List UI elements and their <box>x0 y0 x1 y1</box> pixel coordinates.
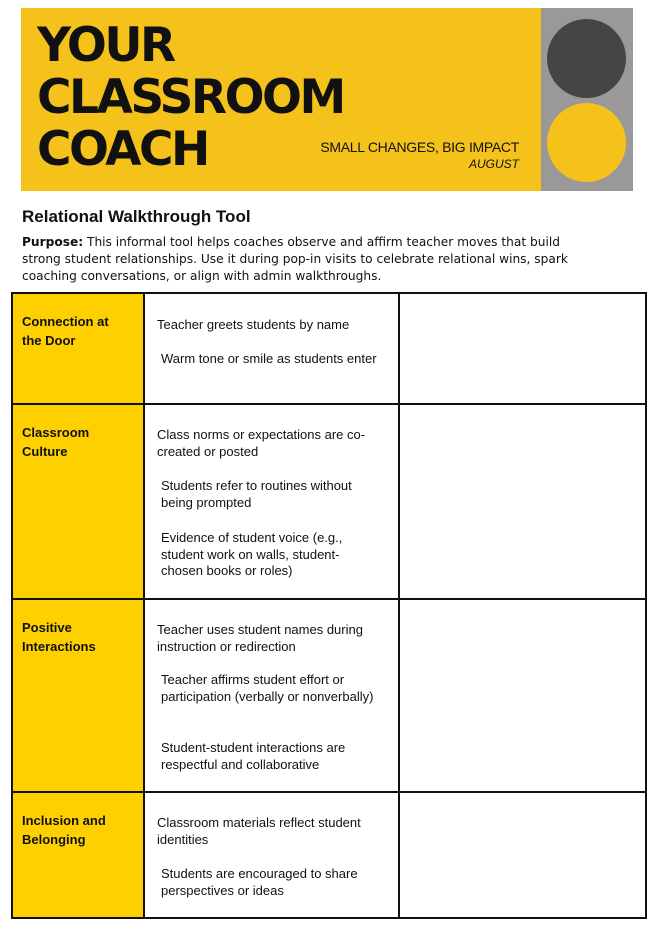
category-cell-culture: Classroom Culture <box>13 405 143 598</box>
indicator-materials-identities: Classroom materials reflect student identities <box>157 815 361 847</box>
table-row-culture <box>13 405 645 598</box>
dark-circle-icon <box>547 19 626 98</box>
banner-title-line2: CLASSROOM <box>37 70 344 125</box>
indicator-share-perspectives: Students are encouraged to share perspectives or ideas <box>161 866 358 898</box>
banner-side-panel <box>541 8 633 191</box>
indicator-routines: Students refer to routines without being prompted <box>161 478 352 510</box>
walkthrough-table <box>11 292 647 919</box>
banner-title-line1: YOUR <box>37 18 174 73</box>
category-cell-interactions: Positive Interactions <box>13 600 143 791</box>
header-banner <box>21 8 541 191</box>
indicator-class-norms: Class norms or expectations are co-created or posted <box>157 427 366 459</box>
column-divider-2 <box>398 294 400 917</box>
banner-title <box>37 20 344 176</box>
indicator-respectful-interactions: Student-student interactions are respectful and collaborative <box>161 740 346 772</box>
table-row-interactions <box>13 600 645 791</box>
indicator-warm-tone: Warm tone or smile as students enter <box>161 351 377 366</box>
banner-tagline: SMALL CHANGES, BIG IMPACT <box>320 139 519 155</box>
category-cell-connection: Connection at the Door <box>13 294 143 403</box>
indicator-student-voice: Evidence of student voice (e.g., student work on walls, student-chosen books or roles) <box>161 530 343 578</box>
yellow-circle-icon <box>547 103 626 182</box>
column-divider-1 <box>143 294 145 917</box>
indicator-greets-by-name: Teacher greets students by name <box>157 317 350 332</box>
indicator-student-names: Teacher uses student names during instruction or redirection <box>157 622 363 654</box>
category-cell-inclusion: Inclusion and Belonging <box>13 793 143 917</box>
banner-month: AUGUST <box>468 157 519 171</box>
document-title: Relational Walkthrough Tool <box>22 207 251 226</box>
banner-title-line3: COACH <box>37 122 208 177</box>
purpose-text: This informal tool helps coaches observe and affirm teacher moves that build strong student relationships. Use it during pop-in visits to celebrate relational wins, spark coaching conversations, or align with admin walkthroughs. <box>22 235 568 283</box>
table-row-connection <box>13 294 645 403</box>
table-row-inclusion <box>13 793 645 917</box>
indicator-affirms-effort: Teacher affirms student effort or participation (verbally or nonverbally) <box>161 672 374 704</box>
purpose-label: Purpose: <box>22 235 84 249</box>
purpose-paragraph <box>22 234 602 285</box>
